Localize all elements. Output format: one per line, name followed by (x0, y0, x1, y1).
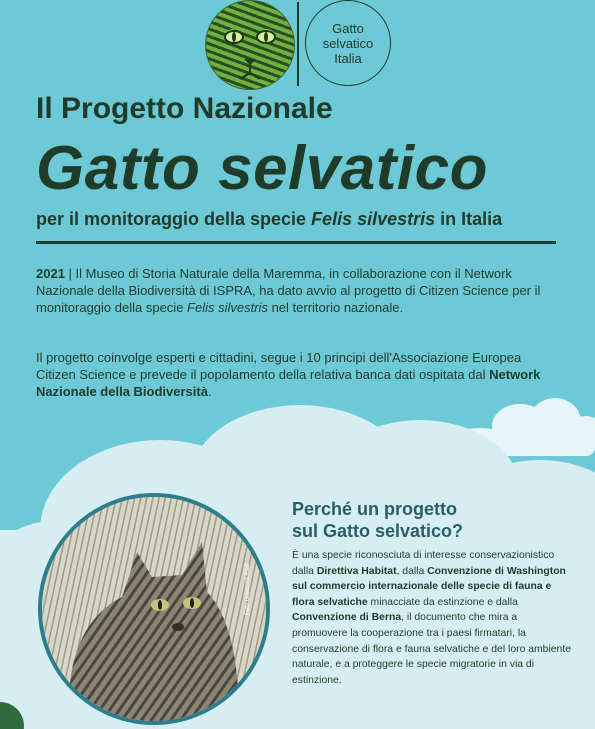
wildcat-image (42, 497, 270, 725)
why-text-2: , dalla (396, 565, 428, 577)
logo-line-2: selvatico (322, 35, 374, 51)
logo-divider (297, 2, 299, 86)
photo-credit: Foto Giacomo Radi (245, 563, 251, 615)
wildcat-photo (38, 493, 270, 725)
intro-p2-b: . (207, 384, 212, 399)
wildcat-logo-image (205, 0, 295, 90)
logo (205, 0, 395, 88)
subtitle (36, 209, 502, 230)
why-text-4: , il documento che mira a promuovere la cooperazione tra i paesi firmatari, la conservazione di flora e fauna selvatiche e del loro ambiente naturale, e a proteggere le specie migratorie in via di estinzione. (292, 612, 571, 686)
title-rule (36, 241, 556, 244)
intro-paragraph-1 (36, 265, 556, 316)
logo-line-3: Italia (334, 50, 362, 66)
subtitle-post: in Italia (435, 209, 503, 229)
subtitle-species: Felis silvestris (311, 209, 436, 229)
why-washington: Convenzione di Washington sul commercio internazionale delle specie di fauna e flora selvatiche (292, 565, 566, 608)
intro-p1-a: | Il Museo di Storia Naturale della Maremma, in collaborazione con il Network Nazionale della Biodiversità di ISPRA, ha dato avvio al progetto di Citizen Science per il monitoraggio della specie (36, 266, 541, 315)
why-text-3: minacciate da estinzione e dalla (367, 596, 518, 608)
logo-text-circle (305, 0, 391, 86)
subtitle-pre: per il monitoraggio della specie (36, 209, 312, 229)
title-line-2: Gatto selvatico (36, 134, 488, 203)
title-line-1: Il Progetto Nazionale (36, 92, 333, 125)
intro-p1-b: nel territorio nazionale. (267, 300, 404, 315)
why-title-line-1: Perché un progetto (292, 499, 458, 519)
why-section-body (292, 548, 574, 688)
logo-line-1: Gatto (332, 20, 364, 36)
why-section-title (292, 498, 572, 542)
intro-p2-network: Network Nazionale della Biodiversità (36, 367, 541, 399)
intro-year: 2021 (36, 266, 65, 281)
intro-p2-a: Il progetto coinvolge esperti e cittadini, segue i 10 principi dell'Associazione Europea Citizen Science e prevede il popolamento della relativa banca dati ospitata dal (36, 350, 522, 382)
cat-face-icon (206, 1, 294, 89)
why-directive: Direttiva Habitat (316, 565, 397, 577)
why-berna: Convenzione di Berna (292, 612, 402, 624)
intro-p1-species: Felis silvestris (187, 300, 268, 315)
why-title-line-2: sul Gatto selvatico? (292, 521, 464, 541)
why-text-1: È una specie riconosciuta di interesse conservazionistico dalla (292, 550, 555, 577)
